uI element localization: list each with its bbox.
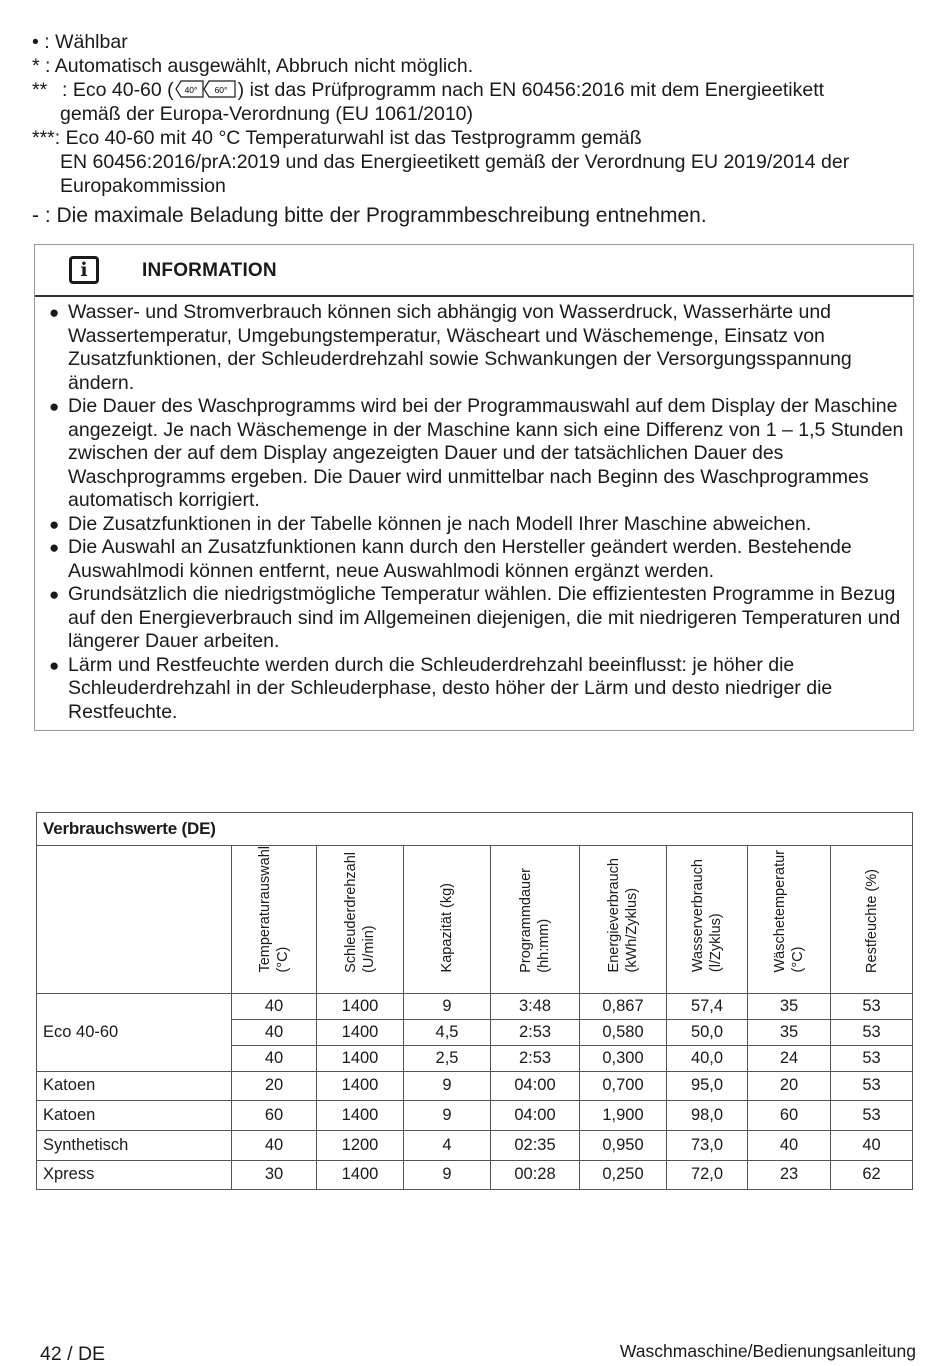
legend-max-load xyxy=(32,204,922,228)
legend-text: : Eco 40-60 mit 40 °C Temperaturwahl ist das Testprogramm gemäß xyxy=(54,127,642,149)
legend-symbol: * xyxy=(32,55,46,77)
legend-text: : Automatisch ausgewählt, Abbruch nicht möglich. xyxy=(45,55,474,77)
header-program-duration: Programmdauer (hh:mm) xyxy=(491,846,580,994)
table-row: Eco 40-60 40 1400 9 3:48 0,867 57,4 35 53 xyxy=(37,993,913,1019)
legend-symbol: - xyxy=(32,204,45,227)
legend-symbol: *** xyxy=(32,127,55,149)
legend-symbol: • xyxy=(32,31,45,53)
eco-program-icon xyxy=(175,80,237,98)
table-header-row xyxy=(37,846,913,994)
header-laundry-temperature: Wäschetemperatur (°C) xyxy=(748,846,831,994)
program-name: Eco 40-60 xyxy=(37,993,232,1071)
program-name: Xpress xyxy=(37,1160,232,1189)
bullet-icon: ● xyxy=(49,514,60,534)
header-energy: Energieverbrauch (kWh/Zyklus) xyxy=(580,846,667,994)
program-name: Katoen xyxy=(37,1071,232,1100)
eco-icon-label-right: 60° xyxy=(214,84,228,95)
bullet-icon: ● xyxy=(49,397,60,416)
legend-continuation: Europakommission xyxy=(60,175,226,197)
list-item: ● Wasser- und Stromverbrauch können sich abhängig von Wasserdruck, Wasserhärte und Wassertemperatur, Umgebungstemperatur, Wäscheart und Wäschemenge, Einsatz von Zusatzfunktionen, der Schleuderdrehzahl sowie Schwankungen der Versorgungsspannung ändern. xyxy=(49,301,852,394)
header-water: Wasserverbrauch (l/Zyklus) xyxy=(667,846,748,994)
legend-symbol: ** xyxy=(32,79,48,101)
list-item: ● Die Dauer des Waschprogramms wird bei der Programmauswahl auf dem Display der Maschine angezeigt. Je nach Wäschemenge in der Maschine kann sich eine Differenz von 1 – 1,5 Stunden zwischen der auf dem Display angezeigten Dauer und der tatsächlichen Dauer des Waschprogramms ergeben. Die Dauer wird unmittelbar nach Beginn des Waschprogrammes automatisch korrigiert. xyxy=(49,395,904,511)
legend xyxy=(32,30,922,228)
information-header xyxy=(35,245,913,297)
table-caption: Verbrauchswerte (DE) xyxy=(37,813,913,846)
information-list xyxy=(49,301,911,724)
bullet-icon: ● xyxy=(49,655,60,675)
legend-continuation: EN 60456:2016/prA:2019 und das Energieetikett gemäß der Verordnung EU 2019/2014 der xyxy=(60,151,850,173)
info-icon: i xyxy=(69,256,99,284)
program-name: Synthetisch xyxy=(37,1130,232,1160)
bullet-icon: ● xyxy=(49,538,60,557)
table-header-empty xyxy=(37,846,232,994)
legend-text: : Eco 40-60 ( xyxy=(51,79,174,101)
information-title: INFORMATION xyxy=(142,260,277,281)
consumption-table xyxy=(36,812,912,1190)
list-item: ● Die Auswahl an Zusatzfunktionen kann durch den Hersteller geändert werden. Bestehende Auswahlmodi können entfernt, neue Auswahlmodi können ergänzt werden. xyxy=(49,536,852,582)
table-row: Katoen 60 1400 9 04:00 1,900 98,0 60 53 xyxy=(37,1100,913,1130)
table-row: Katoen 20 1400 9 04:00 0,700 95,0 20 53 xyxy=(37,1071,913,1100)
legend-eco-test xyxy=(32,78,922,102)
legend-continuation: gemäß der Europa-Verordnung (EU 1061/2010) xyxy=(60,103,474,125)
page-number: 42 / DE xyxy=(40,1343,106,1365)
header-spin-speed: Schleuderdrehzahl (U/min) xyxy=(317,846,404,994)
legend-text: : Die maximale Beladung bitte der Programmbeschreibung entnehmen. xyxy=(44,204,707,227)
list-item: ● Lärm und Restfeuchte werden durch die Schleuderdrehzahl beeinflusst: je höher die Schleuderdrehzahl in der Schleuderphase, desto höher der Lärm und desto niedriger die Restfeuchte. xyxy=(49,653,833,723)
table-row: 40 1400 4,5 2:53 0,580 50,0 35 53 xyxy=(37,1019,913,1045)
header-residual-moisture: Restfeuchte (%) xyxy=(831,846,913,994)
eco-icon-label-left: 40° xyxy=(184,84,198,95)
list-item: ● Die Zusatzfunktionen in der Tabelle können je nach Modell Ihrer Maschine abweichen. xyxy=(49,512,812,535)
bullet-icon: ● xyxy=(49,585,60,604)
information-box xyxy=(34,244,914,731)
legend-automatic xyxy=(32,54,922,78)
list-item: ● Grundsätzlich die niedrigstmögliche Temperatur wählen. Die effizientesten Programme in Bezug auf den Energieverbrauch sind im Allgemeinen diejenigen, die mit niedrigeren Temperaturen und längerer Dauer arbeiten. xyxy=(49,583,901,652)
table-row: Synthetisch 40 1200 4 02:35 0,950 73,0 40 40 xyxy=(37,1130,913,1160)
program-name: Katoen xyxy=(37,1100,232,1130)
header-capacity: Kapazität (kg) xyxy=(404,846,491,994)
legend-text: ) ist das Prüfprogramm nach EN 60456:2016 mit dem Energieetikett xyxy=(237,79,825,101)
legend-selectable xyxy=(32,30,922,54)
table-row: 40 1400 2,5 2:53 0,300 40,0 24 53 xyxy=(37,1045,913,1071)
document-title: Waschmaschine/Bedienungsanleitung xyxy=(619,1341,916,1361)
bullet-icon: ● xyxy=(49,303,60,322)
header-temperature: Temperaturauswahl (°C) xyxy=(232,846,317,994)
legend-text: : Wählbar xyxy=(44,31,128,53)
table-row: Xpress 30 1400 9 00:28 0,250 72,0 23 62 xyxy=(37,1160,913,1189)
legend-eco-40 xyxy=(32,126,922,150)
